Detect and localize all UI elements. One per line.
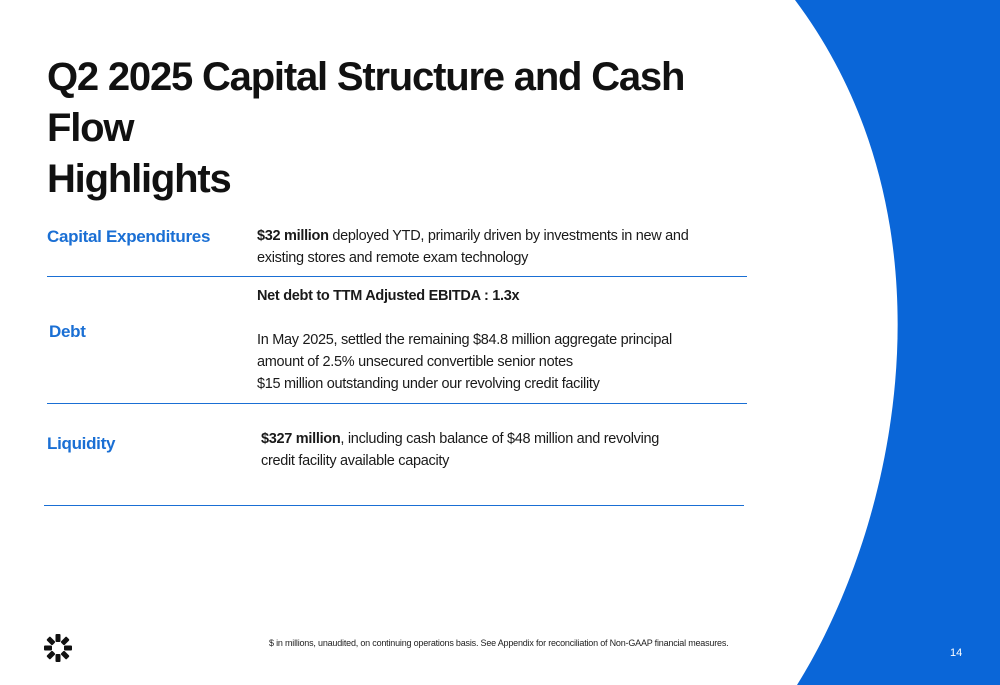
debt-revolver-outstanding: $15 million outstanding under our revolving credit facility [257,376,600,392]
liquidity-content [261,428,661,472]
debt-ratio: Net debt to TTM Adjusted EBITDA : 1.3x [257,288,520,304]
title-line-2: Highlights [47,157,231,201]
debt-convertible-notes: In May 2025, settled the remaining $84.8 million aggregate principal amount of 2.5% unsecured convertible senior notes [257,332,672,370]
liquidity-amount: $327 million [261,431,341,447]
footnote: $ in millions, unaudited, on continuing operations basis. See Appendix for reconciliation of Non-GAAP financial measures. [269,638,729,648]
debt-label: Debt [49,322,86,341]
divider-2 [47,403,747,404]
liquidity-label: Liquidity [47,434,116,453]
title-line-1: Q2 2025 Capital Structure and Cash Flow [47,55,685,150]
capex-label: Capital Expenditures [47,227,211,246]
divider-3 [44,505,744,506]
capex-content [257,225,697,269]
company-logo-icon [44,632,72,664]
page-title [47,52,747,205]
capex-description: deployed YTD, primarily driven by investments in new and existing stores and remote exam technology [257,228,689,266]
page-number: 14 [950,647,963,659]
liquidity-description: , including cash balance of $48 million and revolving credit facility available capacity [261,431,660,469]
debt-content [257,285,697,395]
divider-1 [47,276,747,277]
capex-amount: $32 million [257,228,329,244]
